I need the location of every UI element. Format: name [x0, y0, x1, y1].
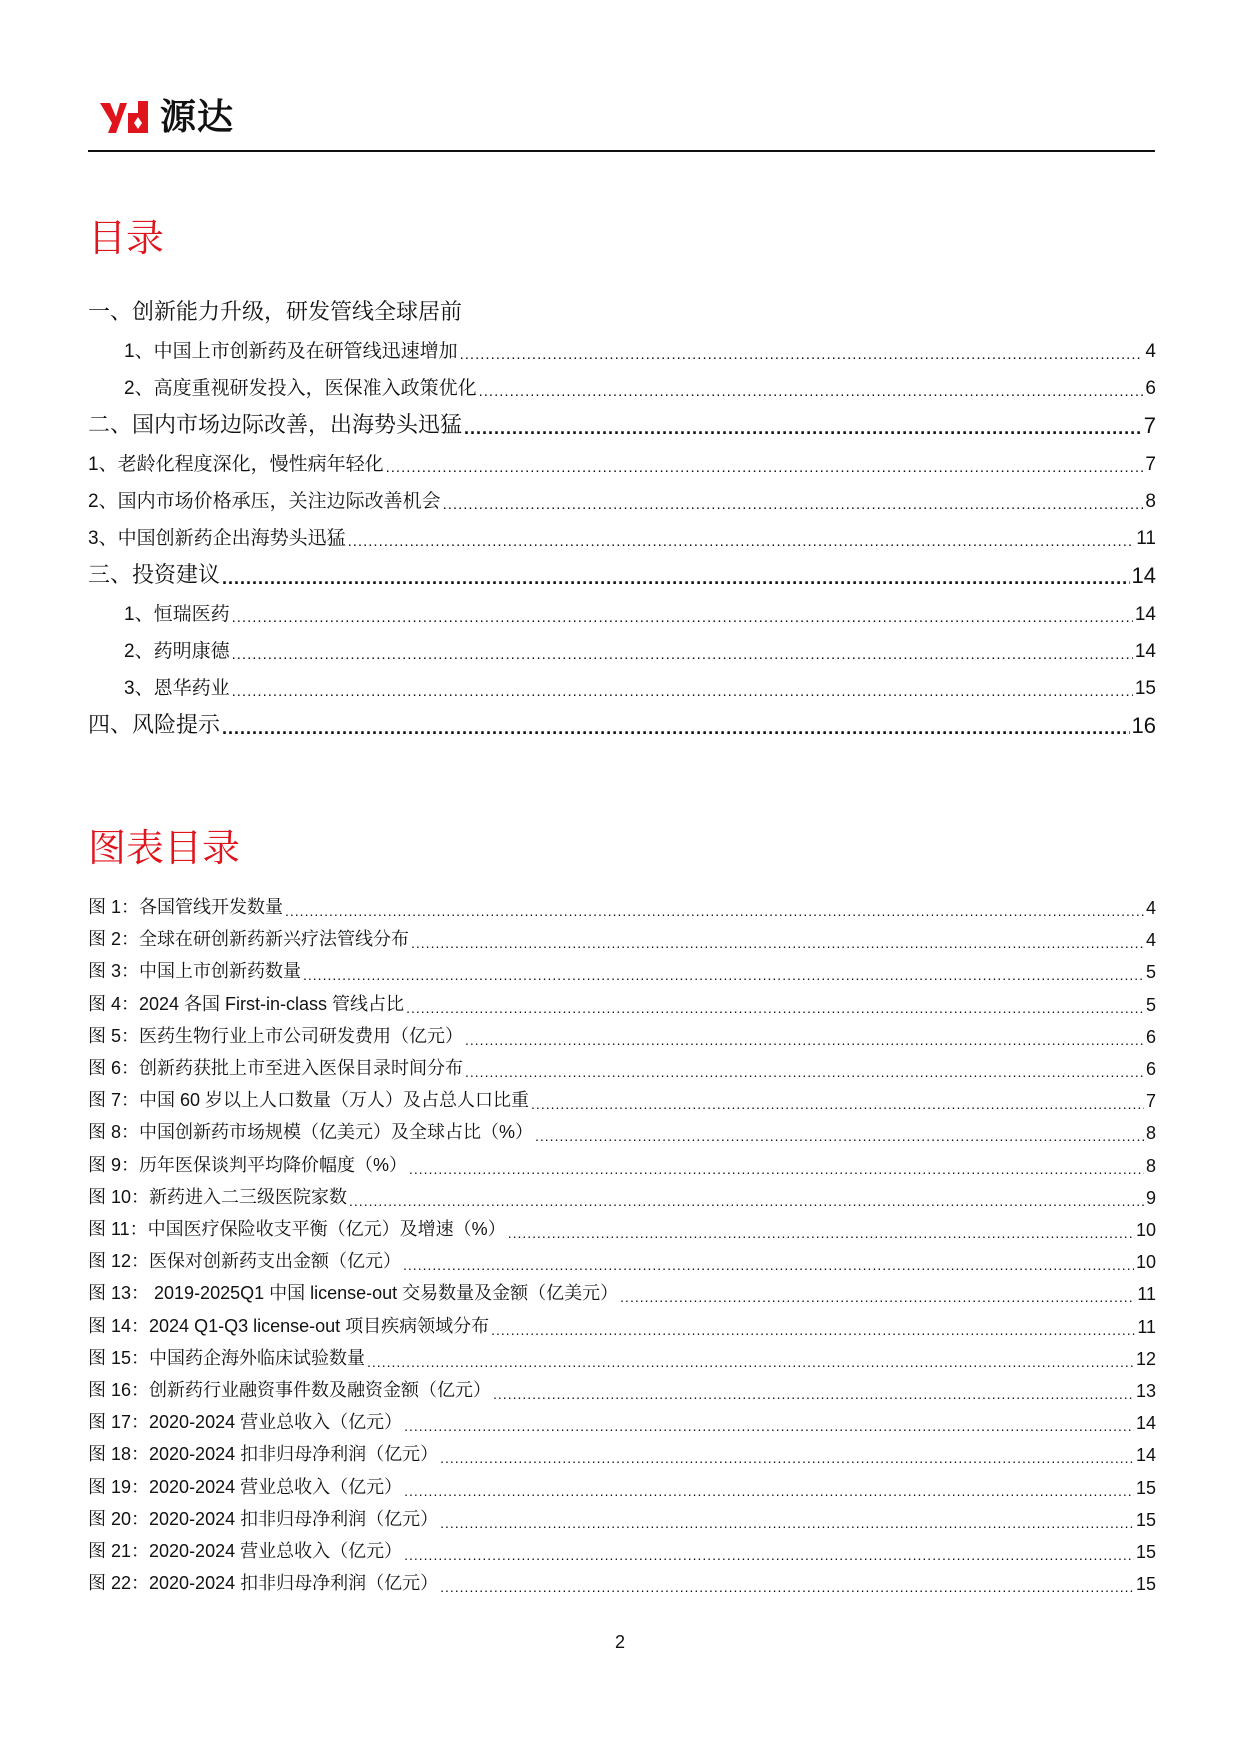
dot-leader [349, 1187, 1144, 1209]
dot-leader [232, 602, 1133, 626]
figure-entry[interactable] [88, 1215, 1156, 1241]
figure-entry-page: 9 [1145, 1188, 1156, 1208]
figure-entry[interactable] [88, 1408, 1156, 1434]
figure-entry[interactable] [88, 1183, 1156, 1209]
figure-entry-label: 图 9：历年医保谈判平均降价幅度（%） [88, 1155, 408, 1175]
dot-leader [406, 994, 1144, 1016]
figure-entry-label: 图 20：2020-2024 扣非归母净利润（亿元） [88, 1509, 439, 1529]
toc-entry[interactable] [88, 709, 1156, 739]
toc-entry[interactable] [88, 596, 1156, 626]
toc-entry-page: 14 [1134, 604, 1156, 625]
toc-entry[interactable] [88, 483, 1156, 513]
toc-entry-label: 三、投资建议 [88, 562, 221, 587]
dot-leader [404, 1477, 1134, 1499]
toc-entry[interactable] [88, 409, 1156, 439]
dot-leader [348, 526, 1135, 550]
dot-leader [464, 413, 1142, 439]
figure-entry[interactable] [88, 1086, 1156, 1112]
figure-entry-page: 14 [1135, 1445, 1156, 1465]
toc-entry[interactable] [88, 633, 1156, 663]
figure-entry-page: 14 [1135, 1413, 1156, 1433]
dot-leader [460, 339, 1144, 363]
toc-entry[interactable] [88, 333, 1156, 363]
toc-entry[interactable] [88, 559, 1156, 589]
toc-entry-page: 7 [1145, 454, 1156, 475]
toc-entry-label: 1、老龄化程度深化，慢性病年轻化 [88, 454, 384, 475]
figure-entry-label: 图 16：创新药行业融资事件数及融资金额（亿元） [88, 1380, 492, 1400]
brand-logo [100, 98, 234, 138]
figure-entry-page: 11 [1137, 1317, 1156, 1337]
toc-entry[interactable] [88, 296, 1156, 326]
toc-entry[interactable] [88, 370, 1156, 400]
yd-logo-mark-icon [100, 99, 152, 137]
figure-entry[interactable] [88, 1569, 1156, 1595]
dot-leader [367, 1348, 1134, 1370]
figure-entry[interactable] [88, 1151, 1156, 1177]
figure-entry[interactable] [88, 1247, 1156, 1273]
figure-entry-label: 图 14：2024 Q1-Q3 license-out 项目疾病领域分布 [88, 1316, 490, 1336]
figure-entry-page: 10 [1135, 1220, 1156, 1240]
figure-entry-page: 8 [1145, 1123, 1156, 1143]
dot-leader [491, 1316, 1135, 1338]
figure-entry-page: 13 [1135, 1381, 1156, 1401]
figure-entry-label: 图 12：医保对创新药支出金额（亿元） [88, 1251, 402, 1271]
figure-entry-label: 图 5：医药生物行业上市公司研发费用（亿元） [88, 1026, 464, 1046]
toc-entry-label: 一、创新能力升级，研发管线全球居前 [88, 299, 463, 324]
dot-leader [465, 1058, 1144, 1080]
dot-leader [222, 563, 1130, 589]
figure-entry-page: 7 [1145, 1091, 1156, 1111]
header-divider [88, 150, 1155, 152]
dot-leader [465, 1026, 1144, 1048]
figure-entry[interactable] [88, 1376, 1156, 1402]
toc-entry-label: 3、中国创新药企出海势头迅猛 [88, 528, 346, 549]
figure-entry-page: 15 [1135, 1510, 1156, 1530]
figure-entry[interactable] [88, 1473, 1156, 1499]
dot-leader [303, 961, 1144, 983]
dot-leader [232, 639, 1133, 663]
figure-entry[interactable] [88, 1505, 1156, 1531]
toc-entry-page: 8 [1145, 491, 1156, 512]
toc-entry-label: 2、国内市场价格承压，关注边际改善机会 [88, 491, 441, 512]
toc-entry-label: 四、风险提示 [88, 712, 221, 737]
dot-leader [531, 1090, 1144, 1112]
brand-name: 源达 [160, 97, 235, 138]
toc-entry-label: 1、中国上市创新药及在研管线迅速增加 [124, 341, 458, 362]
toc-entry[interactable] [88, 670, 1156, 700]
figure-entry[interactable] [88, 1537, 1156, 1563]
toc-entry-page: 14 [1131, 563, 1156, 588]
dot-leader [440, 1509, 1134, 1531]
figure-entry-page: 11 [1137, 1284, 1156, 1304]
toc-entry[interactable] [88, 446, 1156, 476]
figure-entry-page: 4 [1145, 898, 1156, 918]
dot-leader [479, 376, 1144, 400]
toc-entry-label: 2、高度重视研发投入，医保准入政策优化 [124, 378, 477, 399]
dot-leader [440, 1444, 1134, 1466]
page-number: 2 [614, 1632, 625, 1652]
dot-leader [404, 1541, 1134, 1563]
figure-entry-page: 6 [1145, 1027, 1156, 1047]
dot-leader [403, 1251, 1134, 1273]
figure-entry-label: 图 4：2024 各国 First-in-class 管线占比 [88, 994, 405, 1014]
figure-entry-label: 图 3：中国上市创新药数量 [88, 961, 302, 981]
figure-entry-page: 15 [1135, 1574, 1156, 1594]
toc-entry-page: 4 [1145, 341, 1156, 362]
figure-entry-page: 5 [1145, 962, 1156, 982]
dot-leader [535, 1122, 1144, 1144]
figure-entry-label: 图 11：中国医疗保险收支平衡（亿元）及增速（%） [88, 1219, 506, 1239]
dot-leader [386, 452, 1144, 476]
toc-entry-label: 3、恩华药业 [124, 678, 230, 699]
dot-leader [508, 1219, 1134, 1241]
figures-list-title: 图表目录 [88, 826, 241, 870]
figure-entry-label: 图 22：2020-2024 扣非归母净利润（亿元） [88, 1573, 439, 1593]
dot-leader [440, 1573, 1134, 1595]
dot-leader [411, 929, 1144, 951]
figure-entry-page: 8 [1145, 1156, 1156, 1176]
figure-entry-label: 图 21：2020-2024 营业总收入（亿元） [88, 1541, 403, 1561]
figure-entry-page: 12 [1135, 1349, 1156, 1369]
dot-leader [222, 713, 1130, 739]
figure-entry-label: 图 13： 2019-2025Q1 中国 license-out 交易数量及金额（亿美元） [88, 1283, 619, 1303]
figure-entry[interactable] [88, 1279, 1156, 1305]
toc-entry-page: 16 [1131, 713, 1156, 738]
dot-leader [232, 676, 1133, 700]
figure-entry-label: 图 6：创新药获批上市至进入医保目录时间分布 [88, 1058, 464, 1078]
toc-entry-page: 7 [1143, 413, 1156, 438]
figure-entry-label: 图 19：2020-2024 营业总收入（亿元） [88, 1477, 403, 1497]
figure-entry-label: 图 15：中国药企海外临床试验数量 [88, 1348, 366, 1368]
figure-entry-label: 图 1：各国管线开发数量 [88, 897, 284, 917]
figure-entry[interactable] [88, 893, 1156, 919]
figure-entry[interactable] [88, 1312, 1156, 1338]
figure-entry[interactable] [88, 1118, 1156, 1144]
figure-entry[interactable] [88, 1440, 1156, 1466]
figure-entry-label: 图 2：全球在研创新药新兴疗法管线分布 [88, 929, 410, 949]
figure-entry-page: 15 [1135, 1542, 1156, 1562]
figure-entry-label: 图 10：新药进入二三级医院家数 [88, 1187, 348, 1207]
dot-leader [493, 1380, 1134, 1402]
figure-entry[interactable] [88, 1054, 1156, 1080]
dot-leader [285, 897, 1144, 919]
figure-entry[interactable] [88, 925, 1156, 951]
toc-entry-page: 6 [1145, 378, 1156, 399]
toc-entry[interactable] [88, 520, 1156, 550]
toc-entry-page: 11 [1136, 528, 1156, 549]
toc-entry-label: 2、药明康德 [124, 641, 230, 662]
figure-entry-page: 6 [1145, 1059, 1156, 1079]
figure-entry-label: 图 8：中国创新药市场规模（亿美元）及全球占比（%） [88, 1122, 534, 1142]
toc-title: 目录 [88, 216, 165, 260]
figure-entry-page: 5 [1145, 995, 1156, 1015]
figure-entry[interactable] [88, 1022, 1156, 1048]
toc-entry-page: 14 [1134, 641, 1156, 662]
dot-leader [620, 1283, 1135, 1305]
figure-entry-page: 10 [1135, 1252, 1156, 1272]
figure-entry-page: 15 [1135, 1478, 1156, 1498]
figure-entry-label: 图 18：2020-2024 扣非归母净利润（亿元） [88, 1444, 439, 1464]
toc-entry-label: 二、国内市场边际改善，出海势头迅猛 [88, 412, 463, 437]
figure-entry-label: 图 7：中国 60 岁以上人口数量（万人）及占总人口比重 [88, 1090, 530, 1110]
figure-entry[interactable] [88, 990, 1156, 1016]
figure-entry[interactable] [88, 957, 1156, 983]
dot-leader [404, 1412, 1134, 1434]
toc-entry-page: 15 [1134, 678, 1156, 699]
figure-entry-label: 图 17：2020-2024 营业总收入（亿元） [88, 1412, 403, 1432]
dot-leader [443, 489, 1144, 513]
figure-entry[interactable] [88, 1344, 1156, 1370]
figure-entry-page: 4 [1145, 930, 1156, 950]
dot-leader [409, 1155, 1144, 1177]
toc-entry-label: 1、恒瑞医药 [124, 604, 230, 625]
